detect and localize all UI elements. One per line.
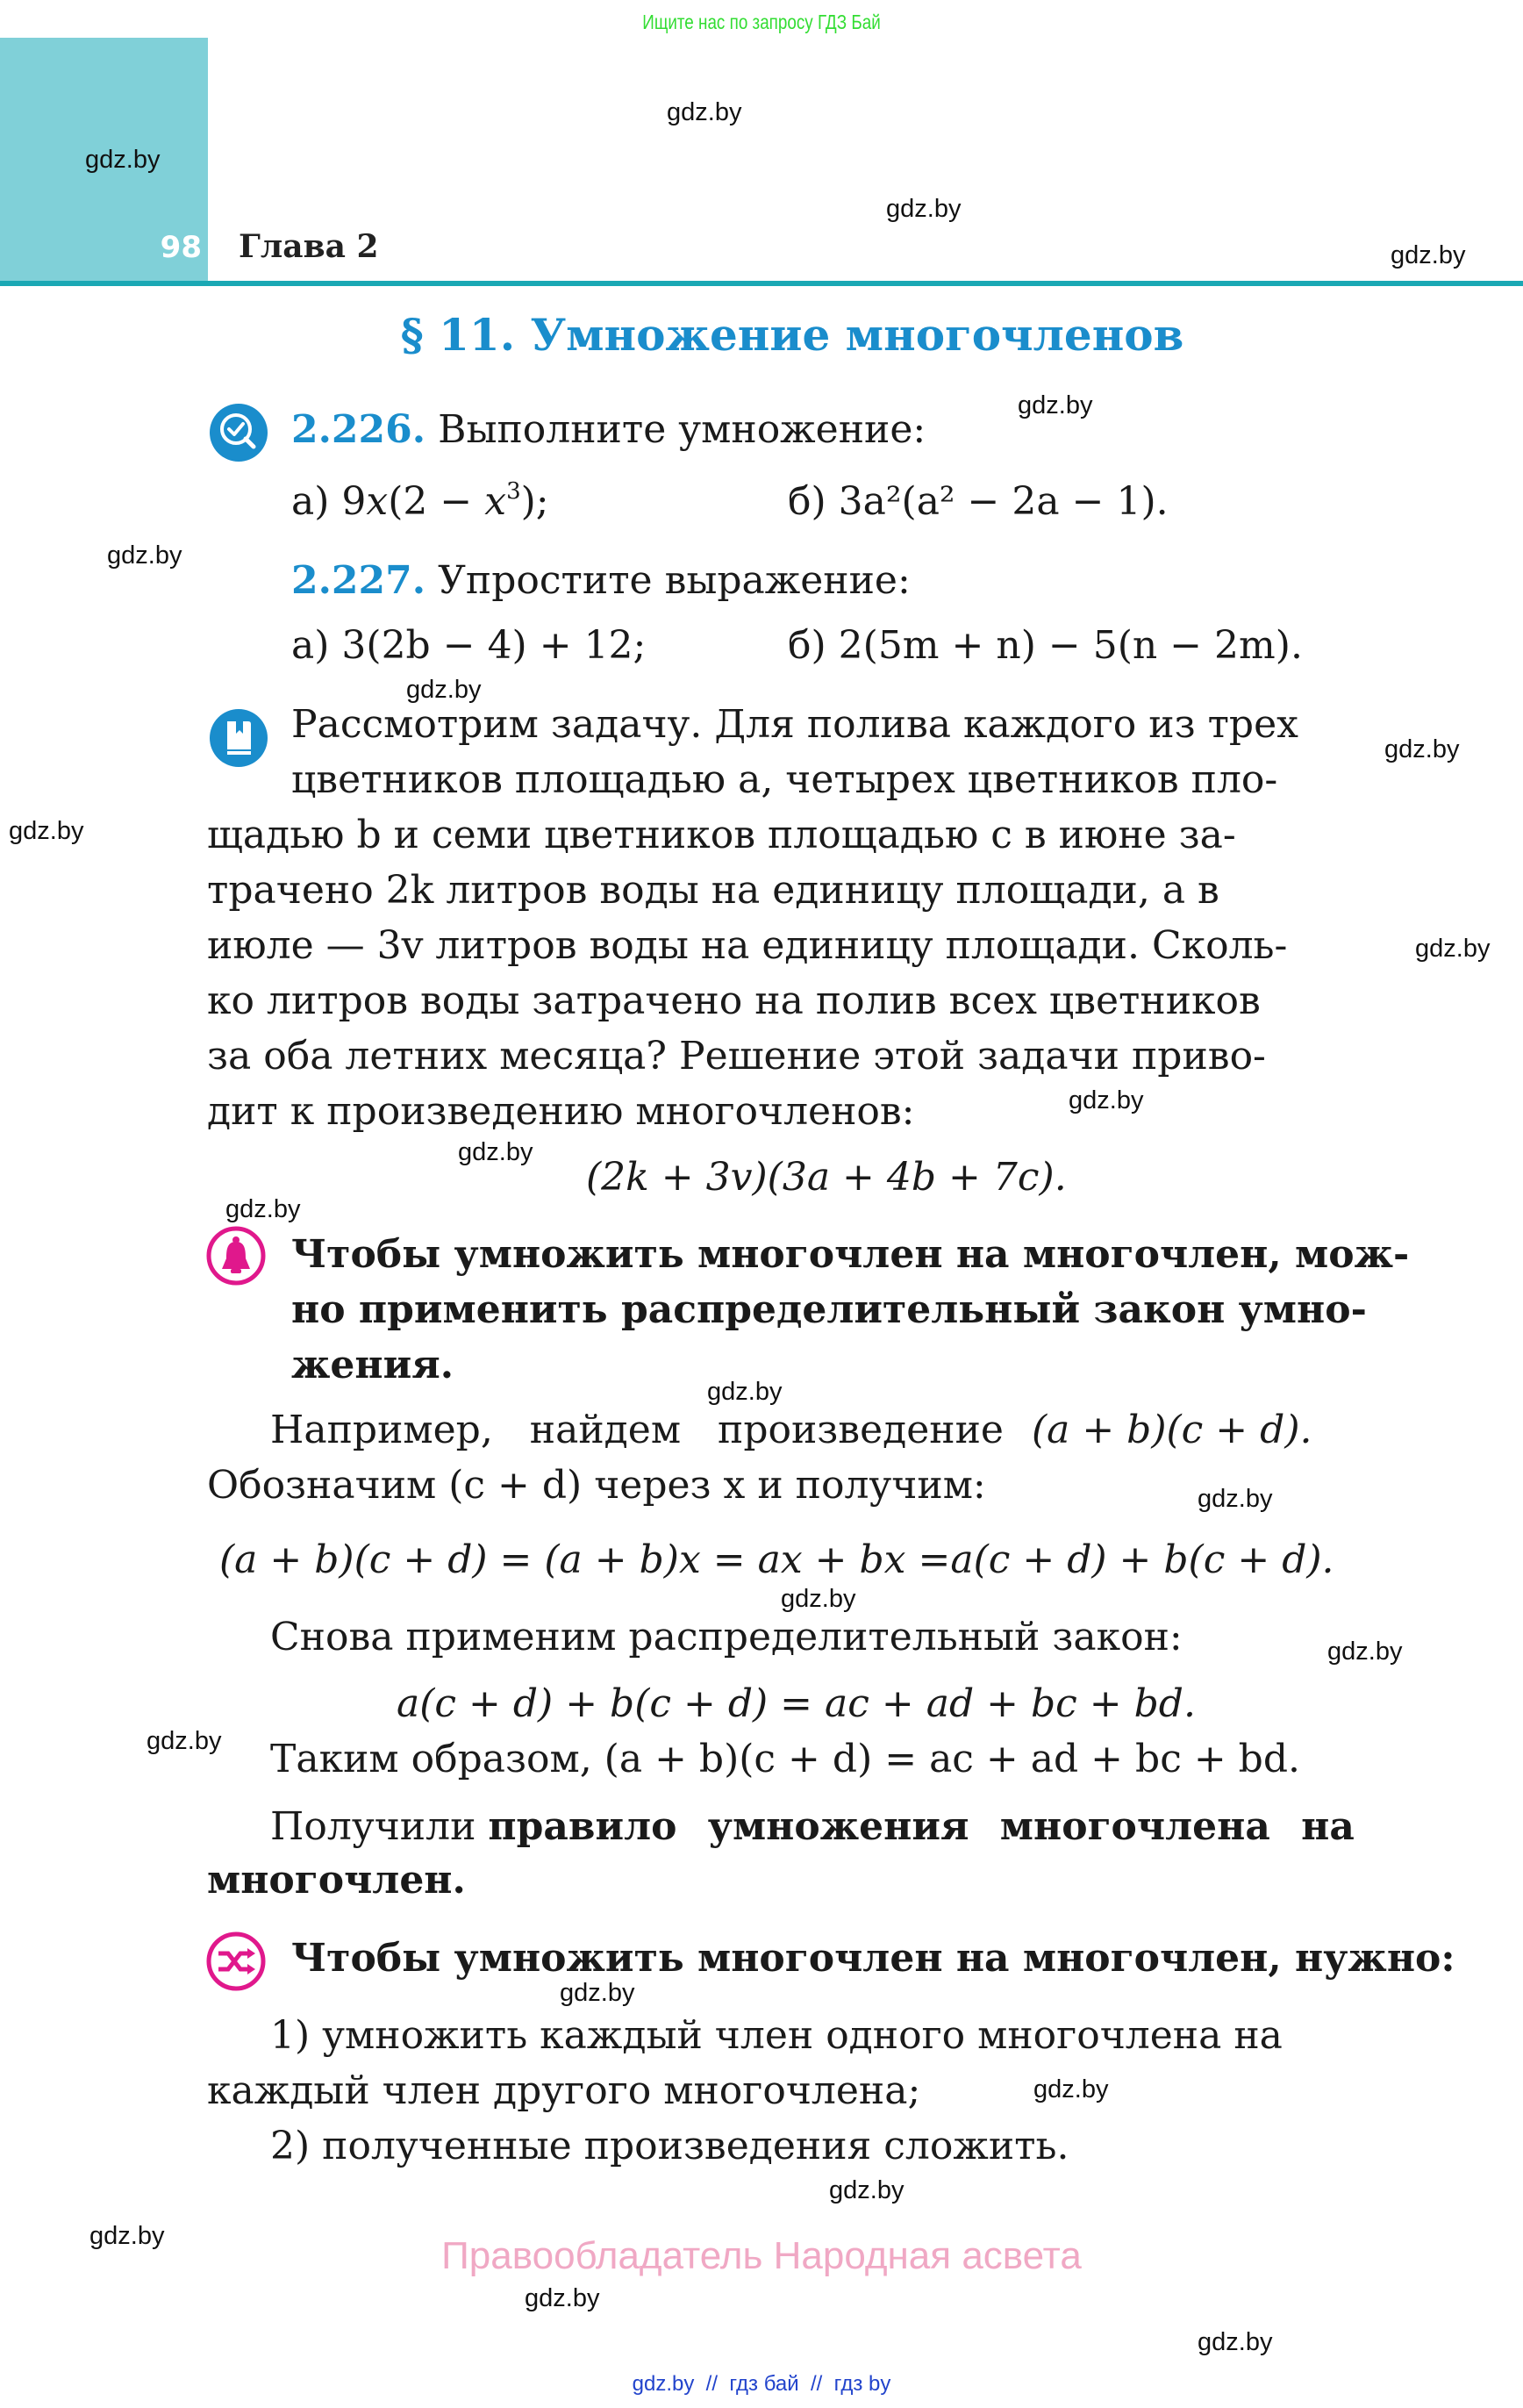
rule2-step-1a: 1) умножить каждый член одного многочлена на [270,2013,1283,2058]
rule1-line-3: жения. [291,1343,454,1387]
watermark: gdz.by [1384,735,1460,763]
example-line-1: Например, найдем произведение (a + b)(c + d). [270,1408,1312,1452]
watermark: gdz.by [1069,1086,1144,1114]
watermark: gdz.by [525,2284,600,2312]
watermark: gdz.by [667,98,742,126]
watermark: gdz.by [85,146,161,174]
example-line-5: Получили правило умножения многочлена на [270,1804,1355,1849]
item-label: б) [788,623,826,668]
exercise-icon-search-check [208,402,269,467]
item-expression: $9x(2 - x^3)$; [341,478,549,524]
item-label: а) [291,623,330,668]
exercise-prompt: Упростите выражение: [438,558,911,603]
problem-icon [208,707,269,772]
book-icon [208,707,269,769]
rule2-step-2: 2) полученные произведения сложить. [270,2124,1069,2168]
watermark: gdz.by [1415,935,1491,963]
header-rule [0,281,1523,286]
example-line-4: Таким образом, (a + b)(c + d) = ac + ad + bc + bd. [270,1737,1300,1781]
item-expression: 2(5m + n) − 5(n − 2m). [838,623,1303,668]
watermark: gdz.by [1327,1638,1403,1666]
problem-line-1: Рассмотрим задачу. Для полива каждого из трех [291,702,1298,747]
problem-line-8: дит к произведению многочленов: [207,1089,915,1134]
rule2-heading: Чтобы умножить многочлен на многочлен, нужно: [291,1936,1455,1981]
algorithm-icon [205,1931,267,1996]
exercise-prompt: Выполните умножение: [438,407,926,452]
watermark: gdz.by [89,2222,165,2250]
watermark: gdz.by [886,195,962,223]
watermark: gdz.by [225,1195,301,1223]
problem-line-5: июле — 3v литров воды на единицу площади. Сколь- [207,923,1288,968]
magnifier-check-icon [208,402,269,463]
section-title: § 11. Умножение многочленов [400,309,1184,361]
problem-line-2: цветников площадью a, четырех цветников пло- [291,757,1278,802]
watermark: gdz.by [1018,391,1093,419]
exercise-2-226-item-a [291,474,549,529]
watermark: gdz.by [1198,2328,1273,2356]
example-line-6: многочлен. [207,1858,466,1903]
rule1-line-2: но применить распределительный закон умно- [291,1287,1367,1332]
watermark: gdz.by [147,1727,222,1755]
watermark: gdz.by [1198,1485,1273,1513]
problem-line-3: щадью b и семи цветников площадью c в июне за- [207,813,1236,857]
example-equation-2: a(c + d) + b(c + d) = ac + ad + bc + bd. [397,1681,1196,1726]
watermark: gdz.by [781,1585,856,1613]
item-label: а) [291,479,330,524]
problem-line-7: за оба летних месяца? Решение этой задачи приво- [207,1034,1266,1079]
watermark: gdz.by [707,1378,783,1406]
rule-icon [205,1225,267,1290]
watermark: gdz.by [1391,241,1466,269]
exercise-number: 2.226. [291,407,426,452]
shuffle-icon [205,1931,267,1992]
exercise-number: 2.227. [291,558,426,603]
watermark: gdz.by [829,2176,905,2204]
watermark: gdz.by [458,1138,533,1166]
example-equation-1: (a + b)(c + d) = (a + b)x = ax + bx =a(c + d) + b(c + d). [219,1537,1334,1582]
watermark: gdz.by [560,1979,635,2007]
problem-formula: (2k + 3v)(3a + 4b + 7c). [586,1155,1067,1200]
example-line-3: Снова применим распределительный закон: [270,1615,1183,1659]
footer-links[interactable]: gdz.by // гдз бай // гдз by [632,2372,891,2396]
rule1-line-1: Чтобы умножить многочлен на многочлен, мож- [291,1232,1410,1277]
item-expression: 3(2b − 4) + 12; [341,623,647,668]
exercise-2-227-item-b [788,618,1303,673]
problem-line-4: трачено 2k литров воды на единицу площади, а в [207,868,1219,913]
chapter-label: Глава 2 [239,228,379,265]
exercise-2-226-item-b [788,474,1169,529]
page-number: 98 [160,230,202,265]
watermark: gdz.by [406,676,482,704]
watermark: gdz.by [9,817,84,845]
item-label: б) [788,479,826,524]
exercise-2-226-heading [291,402,926,457]
exercise-2-227-heading [291,553,911,608]
watermark: gdz.by [1033,2075,1109,2103]
search-banner: Ищите нас по запросу ГДЗ Бай [642,11,881,33]
rule2-step-1b: каждый член другого многочлена; [207,2068,921,2113]
copyright-notice: Правообладатель Народная асвета [441,2234,1082,2277]
example-line-2: Обозначим (c + d) через x и получим: [207,1463,986,1508]
bell-icon [205,1225,267,1286]
item-expression: 3a²(a² − 2a − 1). [838,479,1169,524]
exercise-2-227-item-a [291,618,646,673]
watermark: gdz.by [107,541,182,570]
problem-line-6: ко литров воды затрачено на полив всех цветников [207,978,1261,1023]
